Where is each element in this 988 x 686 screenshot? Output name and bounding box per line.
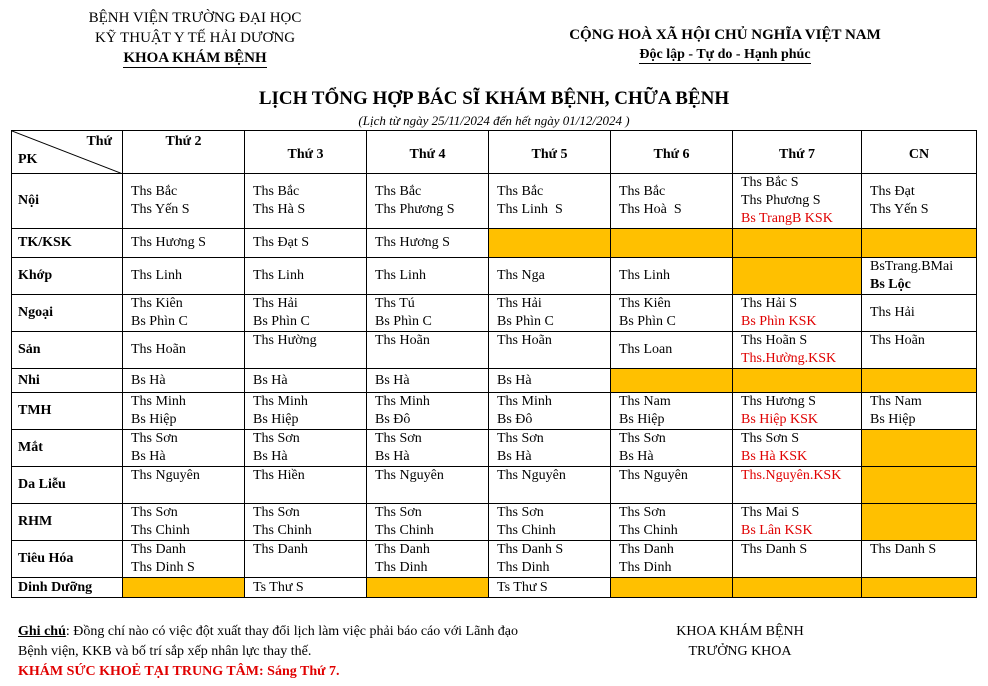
doctor-entry: Bs Lộc (870, 277, 911, 292)
doctor-entry: Ths Hà S (253, 202, 306, 217)
doctor-entry: Ths Linh (253, 268, 304, 283)
clinic-name: Sản (12, 332, 123, 369)
doctor-entry: Ths Chinh (131, 523, 190, 538)
table-row (12, 578, 977, 598)
schedule-cell (733, 332, 862, 369)
doctor-entry: Ths Sơn (253, 505, 300, 520)
doctor-entry: Bs Hiệp (870, 412, 916, 427)
doctor-entry: Ths Sơn (619, 505, 666, 520)
schedule-cell (123, 430, 245, 467)
schedule-cell (367, 393, 489, 430)
schedule-table (11, 130, 977, 598)
column-header: Thứ 6 (611, 131, 733, 174)
schedule-cell (862, 578, 977, 598)
doctor-entry: Ths Dinh (497, 560, 550, 575)
schedule-cell (489, 430, 611, 467)
schedule-cell (123, 504, 245, 541)
doctor-entry: Ths Sơn (375, 431, 422, 446)
schedule-cell (611, 541, 733, 578)
doctor-entry: Bs Đô (497, 412, 533, 427)
schedule-cell (123, 332, 245, 369)
hospital-name-line1: BỆNH VIỆN TRƯỜNG ĐẠI HỌC (88, 10, 302, 26)
doctor-entry: Bs Hiệp (131, 412, 177, 427)
doctor-entry: Ths Kiên (619, 296, 671, 311)
schedule-cell (489, 393, 611, 430)
schedule-cell (123, 295, 245, 332)
doctor-entry: Ths Danh S (870, 542, 937, 557)
doctor-entry: Ths Hiền (253, 468, 305, 483)
doctor-entry: Ths.Hường.KSK (741, 351, 837, 366)
page-title: LỊCH TỔNG HỢP BÁC SĨ KHÁM BỆNH, CHỮA BỆNH (258, 88, 730, 109)
schedule-cell (733, 430, 862, 467)
national-motto: Độc lập - Tự do - Hạnh phúc (639, 47, 811, 62)
doctor-entry: Ths Danh (131, 542, 186, 557)
signature-title: TRƯỞNG KHOA (688, 644, 792, 659)
doctor-entry: Ths Hương S (131, 235, 206, 250)
schedule-cell (367, 332, 489, 369)
schedule-cell (489, 229, 611, 258)
schedule-cell (733, 393, 862, 430)
doctor-entry: Ths Chinh (497, 523, 556, 538)
schedule-cell (367, 541, 489, 578)
column-header: Thứ 5 (489, 131, 611, 174)
schedule-cell (123, 541, 245, 578)
clinic-name: Dinh Dưỡng (12, 578, 123, 598)
table-row (12, 295, 977, 332)
clinic-name: TMH (12, 393, 123, 430)
doctor-entry: Ths Hải (497, 296, 542, 311)
doctor-entry: Ths Hương S (375, 235, 450, 250)
clinic-name: Nội (12, 174, 123, 229)
schedule-cell (123, 578, 245, 598)
schedule-cell (733, 258, 862, 295)
schedule-cell (245, 295, 367, 332)
doctor-entry: Ths Nam (619, 394, 671, 409)
schedule-cell (367, 578, 489, 598)
schedule-cell (367, 430, 489, 467)
doctor-entry: Ts Thư S (253, 579, 304, 595)
doctor-entry: Bs Hà (619, 449, 654, 464)
clinic-name: Khớp (12, 258, 123, 295)
column-header: Thứ 4 (367, 131, 489, 174)
hospital-name-line2: KỸ THUẬT Y TẾ HẢI DƯƠNG (94, 30, 296, 46)
schedule-cell (245, 229, 367, 258)
doctor-entry: Bs Hà (253, 449, 288, 464)
doctor-entry: Ths Linh (131, 268, 182, 283)
doctor-entry: Ths Danh S (741, 542, 808, 557)
doctor-entry: Bs Phìn C (375, 314, 432, 329)
doctor-entry: Ths Đạt S (253, 235, 309, 250)
doctor-entry: Ths Nguyên (497, 468, 566, 483)
schedule-cell (862, 430, 977, 467)
schedule-cell (123, 393, 245, 430)
schedule-cell (862, 258, 977, 295)
doctor-entry: Ths Nguyên (619, 468, 688, 483)
note-section (18, 622, 538, 682)
table-row (12, 229, 977, 258)
doctor-entry: Ths Đạt (870, 184, 915, 199)
doctor-entry: Ths Linh S (497, 202, 563, 217)
doctor-entry: Bs Hà (375, 372, 410, 388)
doctor-entry: Ths Linh (619, 268, 670, 283)
clinic-name: RHM (12, 504, 123, 541)
doctor-entry: Ths Hương S (741, 394, 816, 409)
national-header (540, 26, 910, 64)
schedule-cell (733, 295, 862, 332)
clinic-name: Da Liễu (12, 467, 123, 504)
column-header: Thứ 7 (733, 131, 862, 174)
schedule-cell (733, 541, 862, 578)
schedule-cell (733, 504, 862, 541)
schedule-cell (611, 467, 733, 504)
schedule-cell (611, 258, 733, 295)
table-row (12, 332, 977, 369)
schedule-cell (367, 258, 489, 295)
schedule-cell (611, 393, 733, 430)
table-row (12, 393, 977, 430)
doctor-entry: Ths Bắc (375, 184, 422, 199)
column-header: Thứ 2 (123, 131, 245, 174)
doctor-entry: Bs Hà (497, 449, 532, 464)
doctor-entry: Ths Minh (253, 394, 308, 409)
schedule-cell (862, 467, 977, 504)
doctor-entry: Ts Thư S (497, 579, 548, 595)
schedule-cell (733, 229, 862, 258)
table-row (12, 541, 977, 578)
table-row (12, 369, 977, 393)
table-body (12, 174, 977, 598)
doctor-entry: Ths Danh (375, 542, 430, 557)
doctor-entry: Ths Bắc (253, 184, 300, 199)
doctor-entry: Ths Nam (870, 394, 922, 409)
doctor-entry: Ths Sơn S (741, 431, 799, 446)
schedule-cell (862, 295, 977, 332)
doctor-entry: Bs Phìn C (497, 314, 554, 329)
schedule-cell (489, 369, 611, 393)
schedule-cell (862, 332, 977, 369)
doctor-entry: Ths Hường (253, 333, 317, 348)
schedule-cell (489, 332, 611, 369)
doctor-entry: Ths Hoãn S (741, 333, 808, 348)
schedule-cell (123, 229, 245, 258)
doctor-entry: Ths Hoà S (619, 202, 682, 217)
doctor-entry: Ths Chinh (619, 523, 678, 538)
doctor-entry: Ths Sơn (131, 505, 178, 520)
schedule-cell (733, 174, 862, 229)
doctor-entry: Bs Phìn C (619, 314, 676, 329)
schedule-cell (489, 541, 611, 578)
doctor-entry: Ths Sơn (497, 431, 544, 446)
schedule-cell (611, 430, 733, 467)
doctor-entry: Ths Danh (619, 542, 674, 557)
doctor-entry: Bs Đô (375, 412, 411, 427)
schedule-cell (245, 174, 367, 229)
schedule-cell (611, 578, 733, 598)
signature-department: KHOA KHÁM BỆNH (676, 624, 804, 639)
schedule-cell (862, 393, 977, 430)
doctor-entry: Bs Hà (497, 372, 532, 388)
doctor-entry: Ths Yến S (131, 202, 190, 217)
clinic-name: TK/KSK (12, 229, 123, 258)
doctor-entry: Bs Hà (253, 372, 288, 388)
schedule-cell (862, 174, 977, 229)
doctor-entry: Ths Phương S (741, 193, 821, 208)
schedule-cell (862, 369, 977, 393)
schedule-cell (489, 295, 611, 332)
doctor-entry: Ths Dinh (375, 560, 428, 575)
table-row (12, 174, 977, 229)
schedule-cell (367, 295, 489, 332)
doctor-entry: Bs Hiệp (253, 412, 299, 427)
doctor-entry: Ths Danh S (497, 542, 564, 557)
schedule-cell (489, 504, 611, 541)
schedule-cell (611, 229, 733, 258)
doctor-entry: Bs Hà KSK (741, 449, 808, 464)
schedule-cell (367, 467, 489, 504)
schedule-cell (611, 332, 733, 369)
doctor-entry: Ths Sơn (253, 431, 300, 446)
doctor-entry: Ths Phương S (375, 202, 455, 217)
doctor-entry: Ths Linh (375, 268, 426, 283)
doctor-entry: Ths Hoãn (497, 333, 552, 348)
schedule-cell (245, 258, 367, 295)
date-range: (Lịch từ ngày 25/11/2024 đến hết ngày 01/12/2024 ) (358, 113, 630, 128)
schedule-cell (367, 504, 489, 541)
doctor-entry: Ths Bắc (619, 184, 666, 199)
schedule-cell (611, 295, 733, 332)
schedule-cell (245, 467, 367, 504)
doctor-entry: Ths Chinh (375, 523, 434, 538)
table-row (12, 504, 977, 541)
schedule-cell (245, 504, 367, 541)
corner-cell (12, 131, 123, 174)
doctor-entry: Ths Chinh (253, 523, 312, 538)
doctor-entry: Ths Minh (131, 394, 186, 409)
table-row (12, 467, 977, 504)
doctor-entry: BsTrang.BMai (870, 259, 954, 274)
schedule-cell (862, 504, 977, 541)
schedule-cell (489, 174, 611, 229)
schedule-cell (367, 369, 489, 393)
schedule-cell (611, 174, 733, 229)
doctor-entry: Ths Bắc (497, 184, 544, 199)
doctor-entry: Ths Sơn (619, 431, 666, 446)
doctor-entry: Ths Sơn (375, 505, 422, 520)
schedule-cell (489, 578, 611, 598)
corner-label-day: Thứ (86, 134, 112, 149)
schedule-cell (123, 369, 245, 393)
signature-block (640, 622, 840, 662)
doctor-entry: Ths Hải (870, 305, 915, 320)
schedule-cell (123, 467, 245, 504)
doctor-entry: Ths Hải (253, 296, 298, 311)
note-text: : Đồng chí nào có việc đột xuất thay đổi lịch làm việc phải báo cáo với Lãnh đạo Bệnh viện, KKB và bố trí sắp xếp nhân lực thay thế. (18, 624, 519, 659)
schedule-cell (862, 541, 977, 578)
doctor-entry: Ths Yến S (870, 202, 929, 217)
hospital-header (40, 8, 350, 68)
schedule-cell (489, 258, 611, 295)
schedule-cell (123, 258, 245, 295)
doctor-entry: Ths Bắc (131, 184, 178, 199)
schedule-cell (733, 578, 862, 598)
doctor-entry: Bs Phìn KSK (741, 314, 817, 329)
doctor-entry: Bs Hà (375, 449, 410, 464)
schedule-cell (245, 541, 367, 578)
clinic-name: Nhi (12, 369, 123, 393)
corner-label-clinic: PK (18, 152, 38, 167)
doctor-entry: Ths Sơn (131, 431, 178, 446)
schedule-cell (245, 332, 367, 369)
note-label: Ghi chú (18, 624, 66, 639)
schedule-cell (862, 229, 977, 258)
doctor-entry: Ths Dinh S (131, 560, 195, 575)
doctor-entry: Ths Sơn (497, 505, 544, 520)
schedule-cell (489, 467, 611, 504)
doctor-entry: Bs Phìn C (131, 314, 188, 329)
table-header-row (12, 131, 977, 174)
doctor-entry: Ths Nguyên (131, 468, 200, 483)
doctor-entry: Bs Phìn C (253, 314, 310, 329)
column-header: Thứ 3 (245, 131, 367, 174)
doctor-entry: Ths Nguyên (375, 468, 444, 483)
doctor-entry: Ths Minh (497, 394, 552, 409)
doctor-entry: Ths Loan (619, 342, 673, 357)
doctor-entry: Ths Minh (375, 394, 430, 409)
doctor-entry: Bs TrangB KSK (741, 211, 833, 226)
table-row (12, 430, 977, 467)
schedule-cell (245, 578, 367, 598)
doctor-entry: Bs Lân KSK (741, 523, 813, 538)
schedule-cell (245, 430, 367, 467)
doctor-entry: Bs Hiệp (619, 412, 665, 427)
doctor-entry: Ths Hoãn (870, 333, 925, 348)
schedule-cell (611, 369, 733, 393)
department-name: KHOA KHÁM BỆNH (123, 50, 267, 66)
doctor-entry: Ths Danh (253, 542, 308, 557)
schedule-cell (367, 229, 489, 258)
doctor-entry: Bs Hà (131, 449, 166, 464)
schedule-cell (245, 369, 367, 393)
clinic-name: Ngoại (12, 295, 123, 332)
schedule-cell (123, 174, 245, 229)
schedule-cell (733, 467, 862, 504)
doctor-entry: Ths Tú (375, 296, 415, 311)
schedule-cell (733, 369, 862, 393)
national-name: CỘNG HOÀ XÃ HỘI CHỦ NGHĨA VIỆT NAM (569, 27, 881, 43)
schedule-cell (367, 174, 489, 229)
doctor-entry: Ths Kiên (131, 296, 183, 311)
note-highlight: KHÁM SỨC KHOẺ TẠI TRUNG TÂM: Sáng Thứ 7. (18, 664, 340, 679)
clinic-name: Tiêu Hóa (12, 541, 123, 578)
clinic-name: Mắt (12, 430, 123, 467)
doctor-entry: Ths Dinh (619, 560, 672, 575)
doctor-entry: Ths Nga (497, 268, 545, 283)
doctor-entry: Bs Hiệp KSK (741, 412, 819, 427)
doctor-entry: Ths Bắc S (741, 175, 799, 190)
doctor-entry: Ths Hải S (741, 296, 797, 311)
schedule-cell (245, 393, 367, 430)
doctor-entry: Ths.Nguyên.KSK (741, 468, 842, 483)
column-header: CN (862, 131, 977, 174)
doctor-entry: Bs Hà (131, 372, 166, 388)
doctor-entry: Ths Hoãn (131, 342, 186, 357)
table-row (12, 258, 977, 295)
doctor-entry: Ths Hoãn (375, 333, 430, 348)
doctor-entry: Ths Mai S (741, 505, 800, 520)
schedule-cell (611, 504, 733, 541)
